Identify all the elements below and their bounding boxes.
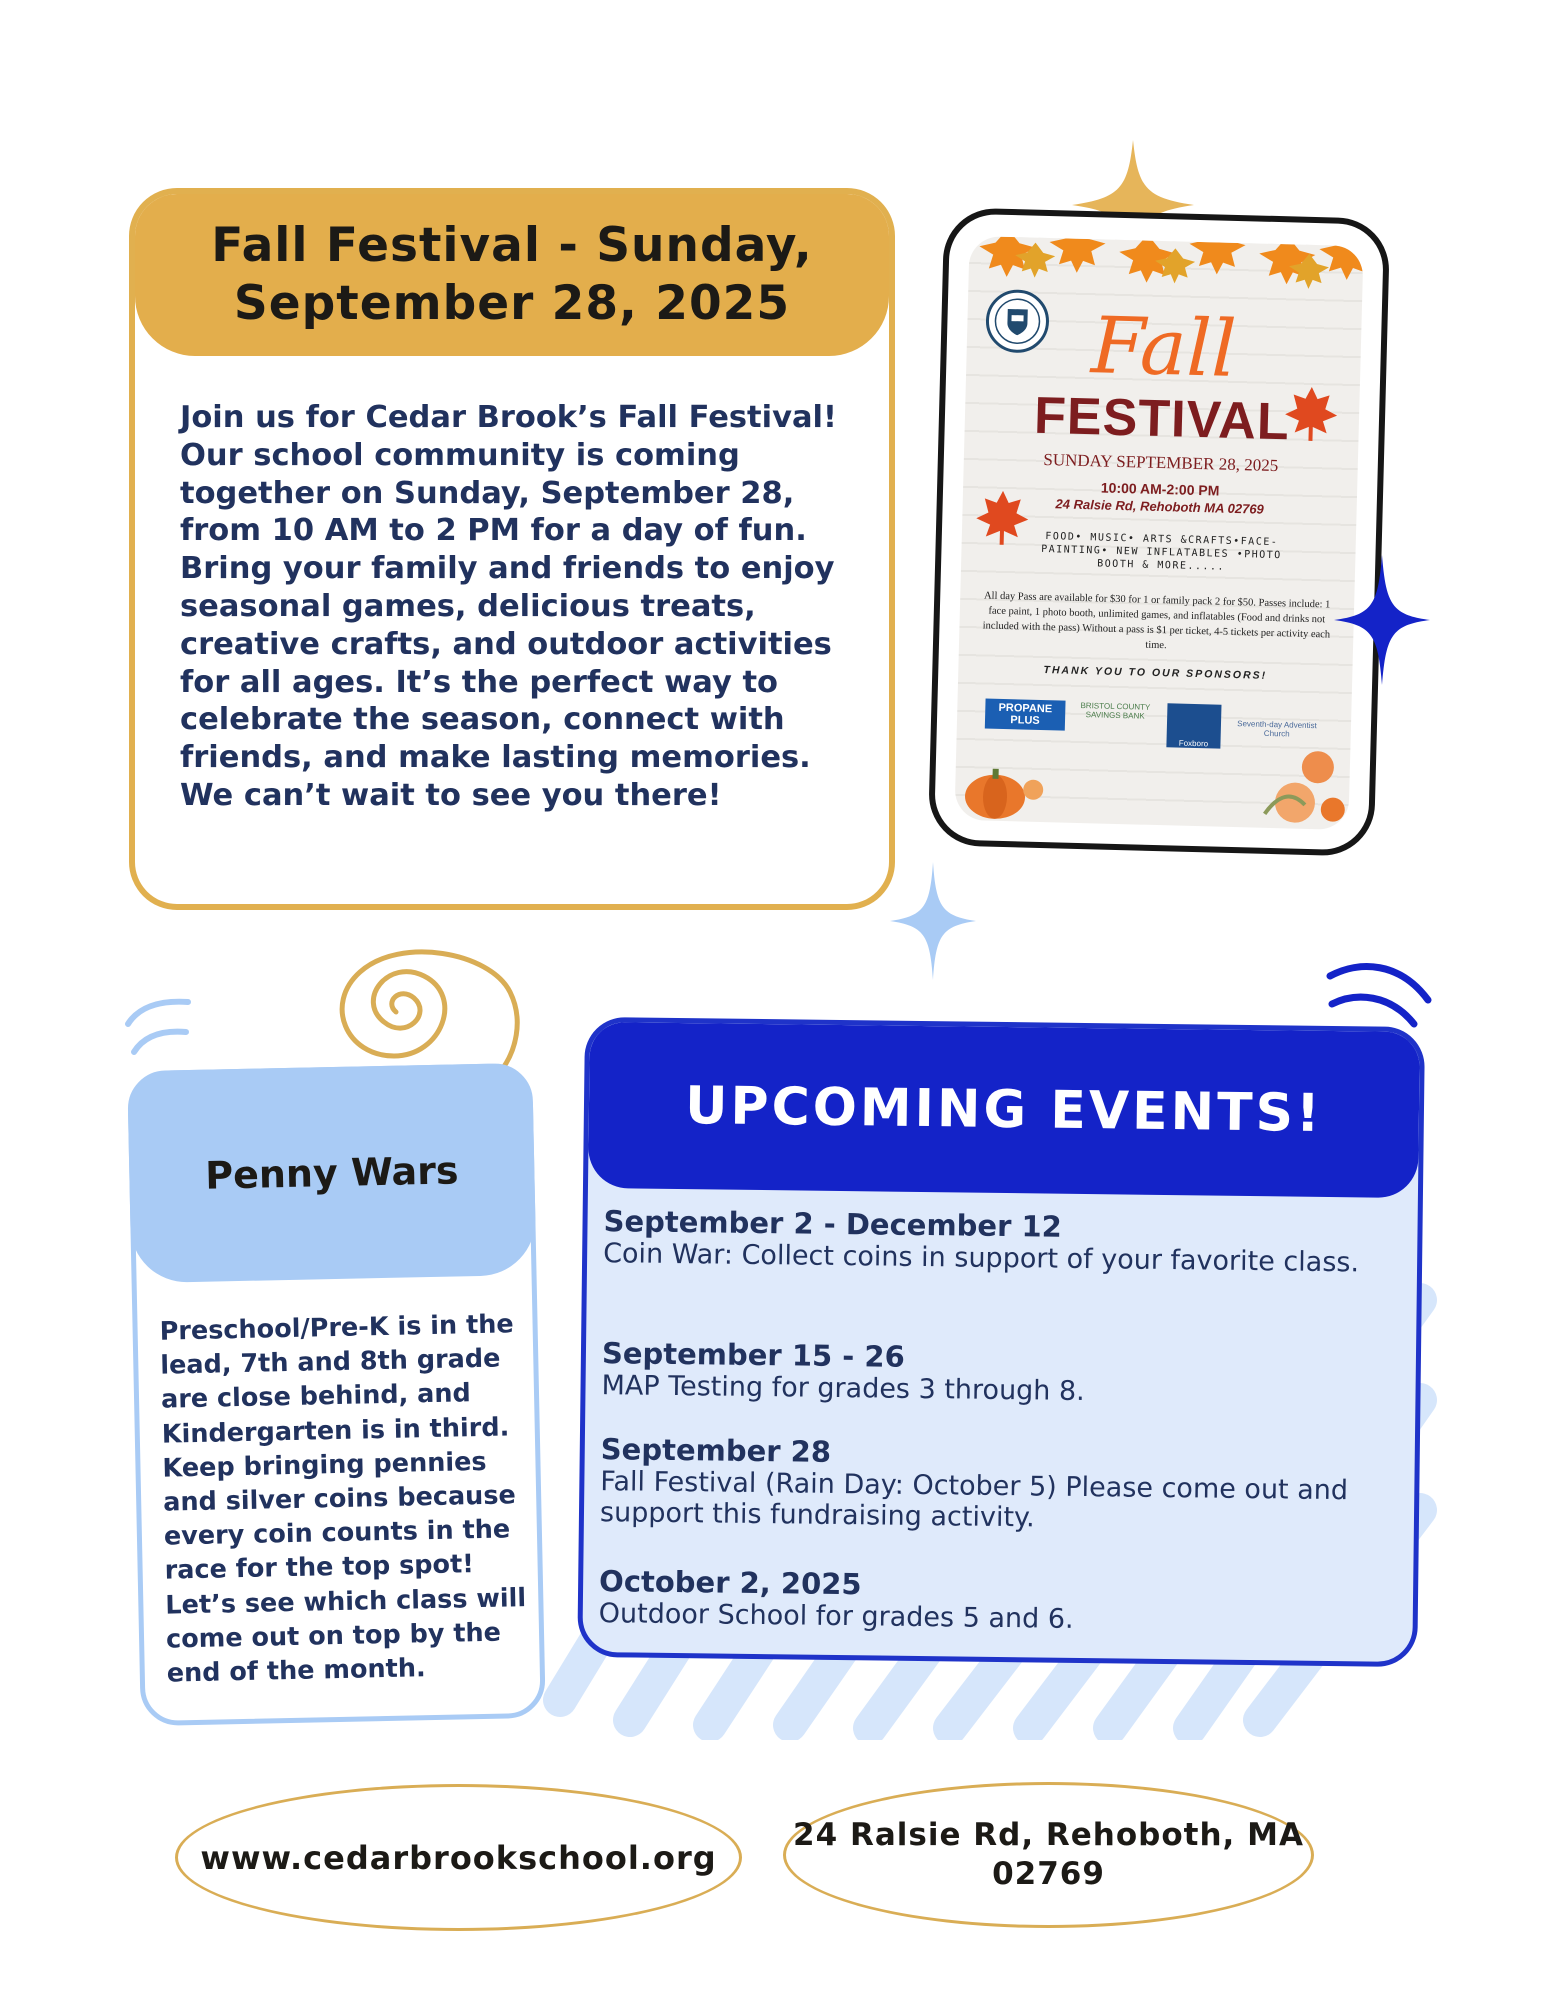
penny-wars-card — [127, 1063, 546, 1726]
flyer-activities: FOOD• MUSIC• ARTS &CRAFTS•FACE-PAINTING• NEW INFLATABLES •PHOTO BOOTH & MORE..... — [1041, 531, 1282, 573]
swirl-icon — [318, 940, 538, 1080]
motion-lines-icon — [120, 994, 210, 1064]
sponsor-name: Foxboro — [1166, 703, 1221, 748]
sponsor-name: PROPANE PLUS — [985, 699, 1066, 731]
sponsor-logo — [1074, 701, 1155, 747]
event-date: October 2, 2025 — [598, 1564, 862, 1602]
sponsor-logo — [984, 699, 1065, 745]
event-description: Fall Festival (Rain Day: October 5) Please come out and support this fundraising activity. — [599, 1466, 1349, 1534]
event-date: September 2 - December 12 — [603, 1204, 1063, 1244]
penny-wars-header — [127, 1063, 536, 1283]
event-item — [603, 1204, 1394, 1279]
sponsor-name: BRISTOL COUNTY SAVINGS BANK — [1080, 701, 1151, 721]
flyer-address: 24 Ralsie Rd, Rehoboth MA 02769 — [1055, 496, 1264, 517]
school-address: 24 Ralsie Rd, Rehoboth, MA 02769 — [783, 1782, 1314, 1928]
pumpkin-icon — [954, 748, 1056, 823]
flyer-image — [954, 236, 1363, 830]
event-item — [600, 1432, 1391, 1538]
event-date: September 15 - 26 — [601, 1336, 905, 1374]
event-description: MAP Testing for grades 3 through 8. — [601, 1370, 1085, 1408]
sponsor-logo — [1166, 703, 1221, 748]
sponsor-name: Seventh-day Adventist Church — [1237, 719, 1317, 739]
flower-icon — [1254, 744, 1350, 830]
upcoming-events-card — [577, 1017, 1425, 1667]
penny-wars-description: Preschool/Pre-K is in the lead, 7th and 8th grade are close behind, and Kindergarten is in third. Keep bringing pennies and silver coins because every coin counts in the race for the top spot! Let’s see which class will come out on top by the end of the month. — [159, 1309, 527, 1689]
flyer-date: SUNDAY SEPTEMBER 28, 2025 — [1043, 449, 1279, 476]
event-description: Outdoor School for grades 5 and 6. — [598, 1598, 1074, 1635]
flyer-time: 10:00 AM-2:00 PM — [1100, 479, 1220, 499]
event-item — [599, 1564, 1390, 1639]
penny-wars-title: Penny Wars — [204, 1148, 459, 1198]
website-link[interactable]: www.cedarbrookschool.org — [175, 1784, 742, 1931]
fall-festival-card — [129, 188, 895, 910]
event-description: Coin War: Collect coins in support of your favorite class. — [602, 1238, 1360, 1279]
event-item — [601, 1336, 1392, 1411]
fall-festival-title: Fall Festival - Sunday, September 28, 2025 — [135, 194, 889, 356]
flyer-pass-info: All day Pass are available for $30 for 1 or family pack 2 for $50. Passes include: 1 face paint, 1 photo booth, unlimited games, and inflatables (Food and drinks not included with the pass) Without a pass is $1 per ticket, 4-5 tickets per activity each time. — [982, 590, 1331, 652]
flyer-title: FESTIVAL — [1033, 386, 1291, 452]
upcoming-events-title: UPCOMING EVENTS! — [588, 1022, 1420, 1198]
fall-festival-description: Join us for Cedar Brook’s Fall Festival! Our school community is coming together on Sunday, September 28, from 10 AM to 2 PM for a day of fun. Bring your family and friends to enjoy seasonal games, delicious treats, creative crafts, and outdoor activities for all ages. It’s the perfect way to celebrate the season, connect with friends, and make lasting memories. We can’t wait to see you there! — [180, 400, 837, 813]
blue-sparkle-icon — [1334, 555, 1430, 685]
flyer-script-title: Fall — [1090, 301, 1238, 395]
upcoming-events-section — [571, 1017, 1434, 1687]
event-date: September 28 — [600, 1432, 832, 1469]
flyer-sponsors-heading: THANK YOU TO OUR SPONSORS! — [1043, 664, 1268, 682]
light-blue-sparkle-icon — [890, 862, 976, 980]
fall-festival-flyer — [928, 207, 1391, 856]
